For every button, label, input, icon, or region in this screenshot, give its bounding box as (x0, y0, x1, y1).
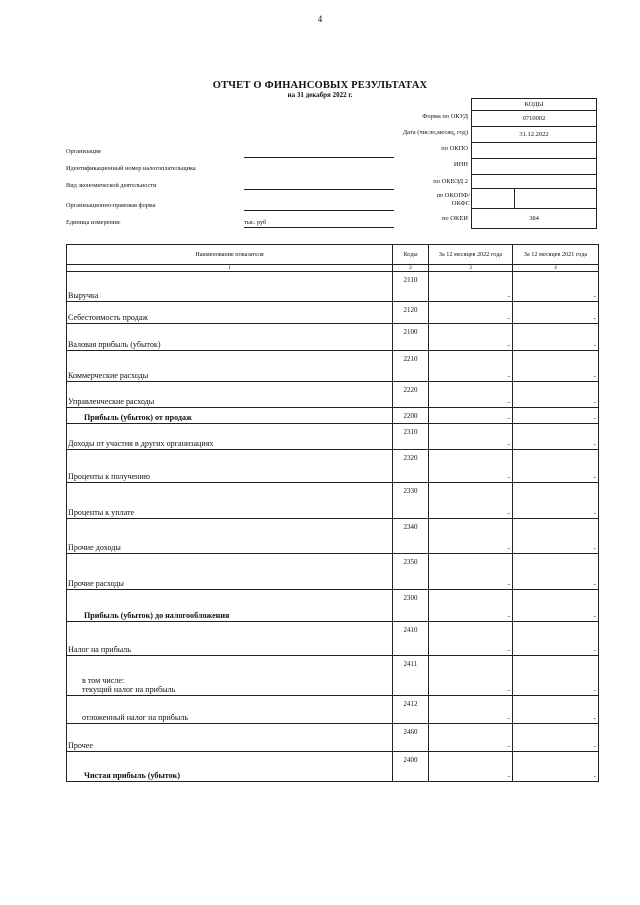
value-2022-cell (429, 408, 513, 424)
okopf-label: по ОКОПФ/ОКФС (436, 192, 470, 207)
okopf-value (472, 189, 515, 209)
unit-value: тыс. руб (244, 219, 394, 228)
value-2021: - (593, 714, 596, 722)
value-2021-cell (513, 554, 599, 590)
row-name-cell (67, 450, 393, 483)
row-code: 2411 (393, 656, 429, 696)
okfs-value (515, 189, 597, 209)
value-2022: - (507, 714, 510, 722)
row-name: Чистая прибыль (убыток) (84, 771, 181, 780)
value-2022: - (507, 440, 510, 448)
table-body (67, 272, 599, 782)
codes-table (471, 98, 597, 229)
row-code: 2300 (393, 590, 429, 622)
activity-line (244, 189, 394, 190)
row-code: 2120 (393, 302, 429, 324)
row-code: 2210 (393, 351, 429, 382)
row-name: Проценты к получению (68, 472, 150, 481)
column-numbers-row (67, 265, 599, 272)
row-name-cell (67, 696, 393, 724)
row-name: Прибыль (убыток) до налогообложения (84, 611, 230, 620)
value-2022-cell (429, 302, 513, 324)
row-name: отложенный налог на прибыль (82, 713, 189, 722)
date-label: Дата (число,месяц, год) (402, 129, 468, 136)
value-2021-cell (513, 382, 599, 408)
okved-value (472, 175, 597, 189)
col-number: 4 (513, 265, 599, 272)
row-code: 2200 (393, 408, 429, 424)
value-2022-cell (429, 752, 513, 782)
table-row (67, 752, 599, 782)
okud-label: Форма по ОКУД (422, 113, 468, 120)
value-2022-cell (429, 424, 513, 450)
row-code: 2412 (393, 696, 429, 724)
value-2021-cell (513, 302, 599, 324)
value-2022: - (507, 612, 510, 620)
row-code: 2100 (393, 324, 429, 351)
activity-label: Вид экономической деятельности (66, 182, 157, 189)
value-2022: - (507, 473, 510, 481)
row-name-cell (67, 408, 393, 424)
row-name-cell (67, 752, 393, 782)
value-2022: - (507, 544, 510, 552)
value-2022-cell (429, 272, 513, 302)
value-2021: - (593, 341, 596, 349)
value-2022: - (507, 580, 510, 588)
value-2021: - (593, 372, 596, 380)
value-2021: - (593, 398, 596, 406)
value-2021: - (593, 473, 596, 481)
value-2022: - (507, 686, 510, 694)
table-row (67, 696, 599, 724)
table-row (67, 622, 599, 656)
org-label: Организация (66, 148, 101, 155)
inn-value (472, 159, 597, 175)
inn-label: ИНН (453, 161, 468, 168)
row-name: Прочее (68, 741, 93, 750)
value-2021-cell (513, 351, 599, 382)
value-2021: - (593, 440, 596, 448)
table-row (67, 450, 599, 483)
value-2022: - (507, 646, 510, 654)
table-row (67, 382, 599, 408)
value-2022-cell (429, 324, 513, 351)
table-row (67, 351, 599, 382)
page-number: 4 (317, 14, 323, 24)
row-name: Налог на прибыль (68, 645, 131, 654)
value-2021: - (593, 292, 596, 300)
value-2022-cell (429, 382, 513, 408)
value-2022-cell (429, 450, 513, 483)
value-2022-cell (429, 554, 513, 590)
row-name-cell (67, 724, 393, 752)
value-2021-cell (513, 519, 599, 554)
value-2022: - (507, 414, 510, 422)
value-2021-cell (513, 483, 599, 519)
value-2021-cell (513, 656, 599, 696)
value-2021: - (593, 686, 596, 694)
value-2021-cell (513, 590, 599, 622)
col-name-header: Наименование показателя (67, 245, 393, 265)
report-title: ОТЧЕТ О ФИНАНСОВЫХ РЕЗУЛЬТАТАХ (212, 80, 428, 91)
row-name-cell (67, 382, 393, 408)
value-2022: - (507, 742, 510, 750)
row-name: Управленческие расходы (68, 397, 155, 406)
value-2021: - (593, 509, 596, 517)
row-name-cell (67, 302, 393, 324)
legal-form-label: Организационно-правовая форма (66, 202, 156, 209)
value-2022: - (507, 509, 510, 517)
table-row (67, 272, 599, 302)
value-2021: - (593, 612, 596, 620)
value-2022-cell (429, 622, 513, 656)
row-name-prefix: в том числе: (82, 676, 125, 685)
table-header-row (67, 245, 599, 265)
financial-results-table (66, 244, 599, 782)
value-2021-cell (513, 324, 599, 351)
col-code-header: Коды (393, 245, 429, 265)
row-name: Прочие доходы (68, 543, 121, 552)
row-code: 2400 (393, 752, 429, 782)
value-2022-cell (429, 483, 513, 519)
date-value: 31.12.2022 (472, 127, 597, 143)
table-row (67, 408, 599, 424)
table-row (67, 302, 599, 324)
table-row (67, 483, 599, 519)
okud-value: 0710002 (472, 111, 597, 127)
row-name-cell (67, 483, 393, 519)
table-row (67, 519, 599, 554)
row-name-cell (67, 324, 393, 351)
row-name-cell (67, 622, 393, 656)
value-2021-cell (513, 424, 599, 450)
value-2022-cell (429, 696, 513, 724)
value-2022: - (507, 292, 510, 300)
row-name: Прочие расходы (68, 579, 124, 588)
row-name-cell (67, 554, 393, 590)
row-code: 2320 (393, 450, 429, 483)
row-code: 2410 (393, 622, 429, 656)
okpo-label: по ОКПО (441, 145, 468, 152)
row-code: 2220 (393, 382, 429, 408)
row-name: Выручка (68, 291, 99, 300)
col-number: 2 (393, 265, 429, 272)
row-code: 2110 (393, 272, 429, 302)
value-2022-cell (429, 590, 513, 622)
inn-field-label: Идентификационный номер налогоплательщика (66, 165, 196, 172)
table-row (67, 724, 599, 752)
value-2021: - (593, 314, 596, 322)
value-2021: - (593, 414, 596, 422)
row-name: Проценты к уплате (68, 508, 135, 517)
value-2021-cell (513, 622, 599, 656)
row-code: 2460 (393, 724, 429, 752)
value-2021-cell (513, 408, 599, 424)
value-2022: - (507, 372, 510, 380)
row-name: Валовая прибыль (убыток) (68, 340, 161, 349)
value-2021-cell (513, 752, 599, 782)
table-row (67, 656, 599, 696)
value-2021: - (593, 580, 596, 588)
row-name: Прибыль (убыток) от продаж (84, 413, 192, 422)
table-row (67, 424, 599, 450)
okei-value: 384 (472, 209, 597, 229)
org-line (244, 157, 394, 158)
row-name-cell (67, 590, 393, 622)
okpo-value (472, 143, 597, 159)
value-2021-cell (513, 272, 599, 302)
col-number: 1 (67, 265, 393, 272)
report-date: на 31 декабря 2022 г. (287, 91, 353, 99)
row-name: Доходы от участия в других организациях (68, 439, 214, 448)
value-2022: - (507, 341, 510, 349)
okved-label: по ОКВЭД 2 (433, 178, 468, 185)
value-2021: - (593, 544, 596, 552)
row-code: 2350 (393, 554, 429, 590)
col-2022-header: За 12 месяцев 2022 года (429, 245, 513, 265)
col-number: 3 (429, 265, 513, 272)
unit-label: Единица измерения: (66, 219, 121, 226)
codes-header: КОДЫ (472, 99, 597, 111)
row-name: Коммерческие расходы (68, 371, 149, 380)
value-2022-cell (429, 656, 513, 696)
value-2022-cell (429, 351, 513, 382)
okei-label: по ОКЕИ (441, 215, 468, 222)
value-2021-cell (513, 450, 599, 483)
legal-form-line (244, 210, 394, 211)
value-2022: - (507, 398, 510, 406)
row-code: 2340 (393, 519, 429, 554)
value-2021-cell (513, 724, 599, 752)
row-code: 2310 (393, 424, 429, 450)
row-name: Себестоимость продаж (68, 313, 149, 322)
row-name-cell (67, 519, 393, 554)
value-2021: - (593, 772, 596, 780)
row-name-cell (67, 424, 393, 450)
value-2022-cell (429, 519, 513, 554)
row-code: 2330 (393, 483, 429, 519)
value-2022-cell (429, 724, 513, 752)
value-2022: - (507, 772, 510, 780)
row-name-cell (67, 351, 393, 382)
row-name-cell (67, 656, 393, 696)
value-2021: - (593, 742, 596, 750)
table-row (67, 590, 599, 622)
value-2022: - (507, 314, 510, 322)
row-name-cell (67, 272, 393, 302)
table-row (67, 554, 599, 590)
table-row (67, 324, 599, 351)
row-name: текущий налог на прибыль (82, 685, 176, 694)
value-2021: - (593, 646, 596, 654)
col-2021-header: За 12 месяцев 2021 года (513, 245, 599, 265)
value-2021-cell (513, 696, 599, 724)
